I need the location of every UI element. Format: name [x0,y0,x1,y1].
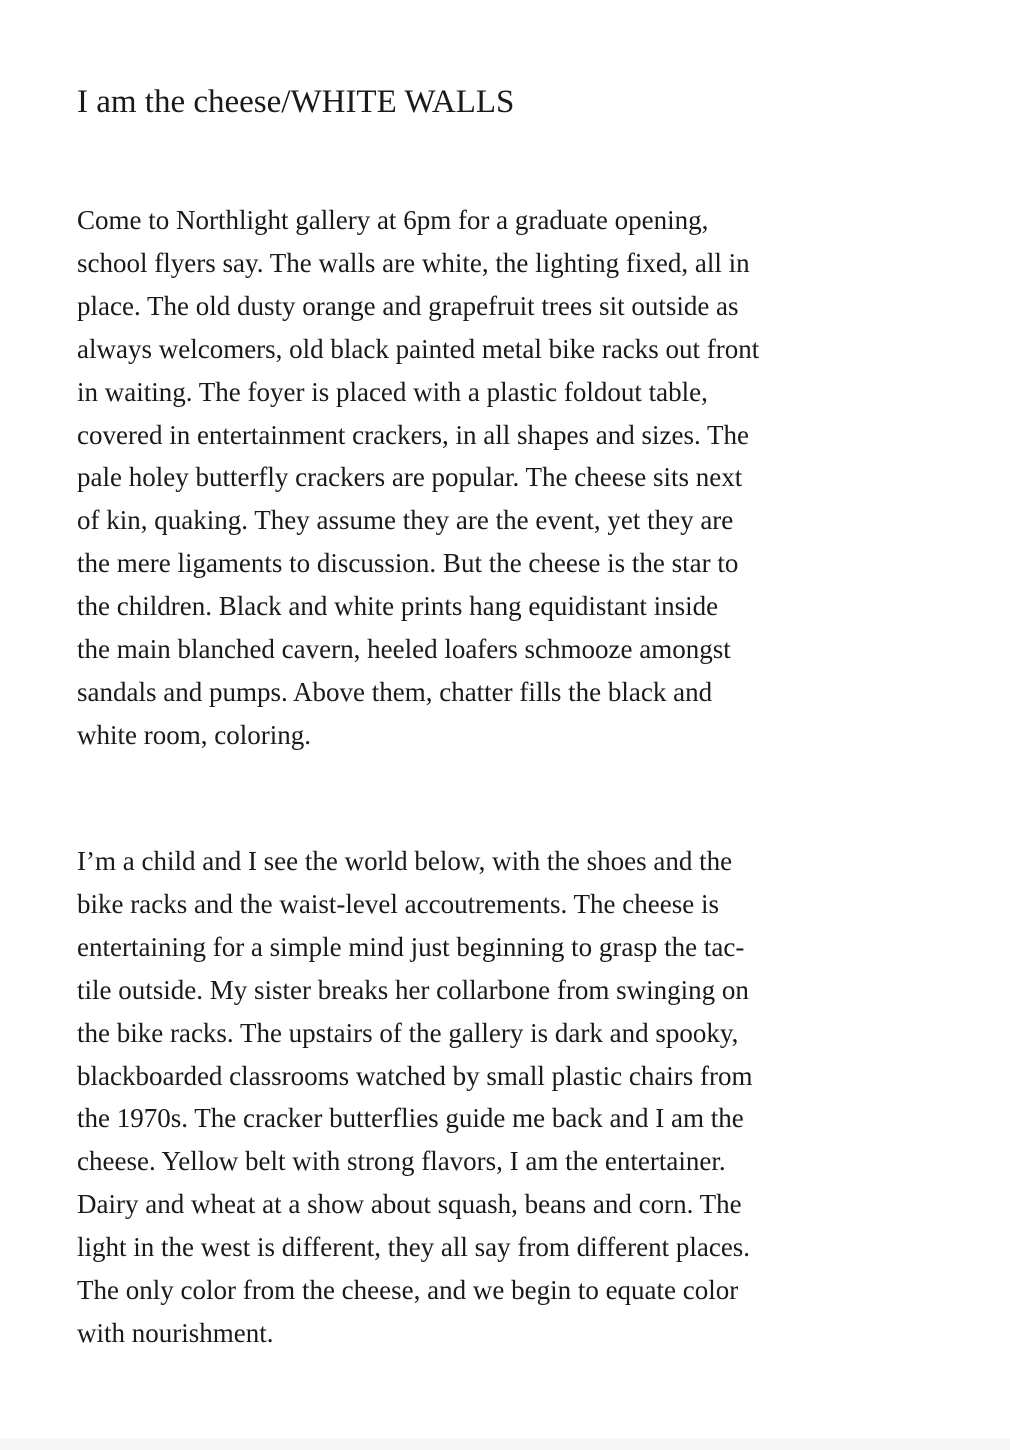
text-line: light in the west is different, they all say from different places. [77,1232,751,1263]
text-line: sandals and pumps. Above them, chatter fills the black and [77,676,713,707]
text-line: pale holey butterfly crackers are popular. The cheese sits next [77,462,743,493]
text-line: covered in entertainment crackers, in all shapes and sizes. The [77,419,749,450]
text-line: the 1970s. The cracker butterflies guide me back and I am the [77,1103,744,1134]
paragraph-1 [77,199,759,757]
text-line: the children. Black and white prints hang equidistant inside [77,591,719,622]
text-line: with nourishment. [77,1317,274,1348]
text-line: the main blanched cavern, heeled loafers schmooze amongst [77,634,731,665]
text-line: white room, coloring. [77,719,311,750]
text-line: The only color from the cheese, and we begin to equate color [77,1275,739,1306]
text-line: Come to Northlight gallery at 6pm for a graduate opening, [77,205,709,235]
text-line: Dairy and wheat at a show about squash, beans and corn. The [77,1189,742,1220]
text-line: school flyers say. The walls are white, the lighting fixed, all in [77,247,750,278]
text-line: entertaining for a simple mind just beginning to grasp the tac- [77,931,745,962]
text-line: tile outside. My sister breaks her collarbone from swinging on [77,974,749,1005]
text-line: the mere ligaments to discussion. But the cheese is the star to [77,548,739,579]
text-line: blackboarded classrooms watched by small plastic chairs from [77,1060,753,1091]
text-line: place. The old dusty orange and grapefruit trees sit outside as [77,290,739,321]
page-bottom-edge [0,1438,1010,1450]
text-line: I’m a child and I see the world below, with the shoes and the [77,846,733,876]
text-line: always welcomers, old black painted metal bike racks out front [77,333,760,364]
text-line: the bike racks. The upstairs of the gallery is dark and spooky, [77,1017,739,1048]
text-line: bike racks and the waist-level accoutrements. The cheese is [77,888,719,919]
paragraph-2 [77,840,753,1355]
text-line: of kin, quaking. They assume they are the event, yet they are [77,505,734,536]
text-line: cheese. Yellow belt with strong flavors, I am the entertainer. [77,1146,726,1177]
text-line: in waiting. The foyer is placed with a plastic foldout table, [77,376,708,407]
page-title: I am the cheese/WHITE WALLS [77,84,515,120]
